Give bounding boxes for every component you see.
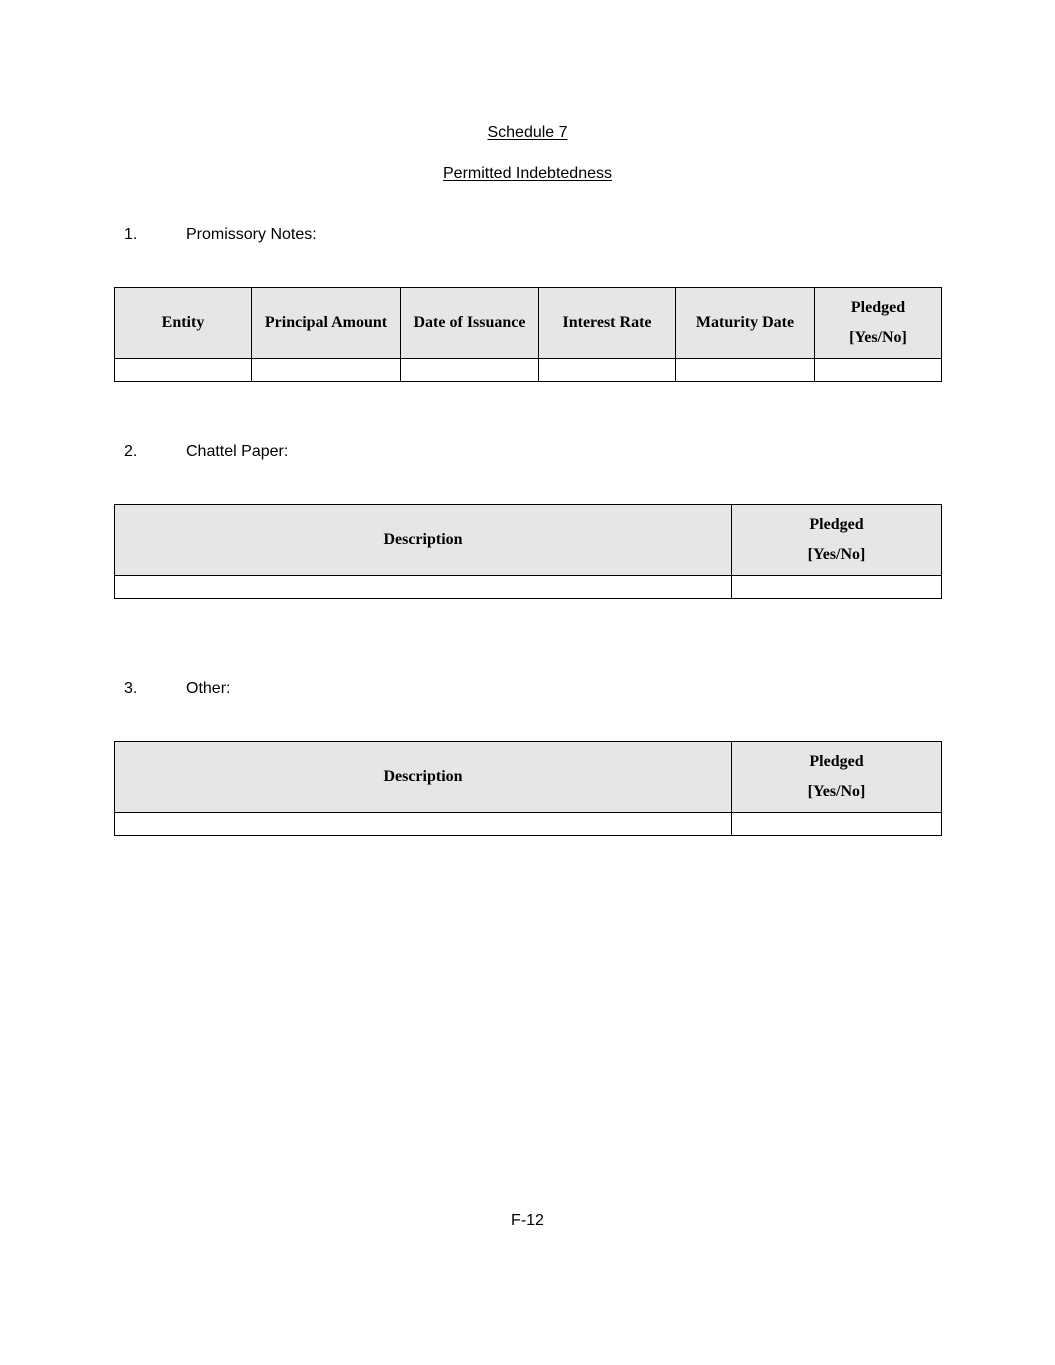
cell-principal-amount[interactable] — [252, 359, 401, 382]
section-heading-chattel-paper — [124, 443, 288, 461]
header-entity: Entity — [115, 288, 252, 359]
cell-entity[interactable] — [115, 359, 252, 382]
promissory-notes-table — [114, 287, 942, 382]
pledged-label: Pledged — [809, 516, 864, 533]
table-row — [115, 813, 942, 836]
section-number: 1. — [124, 226, 138, 243]
table-header-row — [115, 288, 942, 359]
section-number: 2. — [124, 443, 138, 460]
pledged-options: [Yes/No] — [849, 329, 907, 346]
pledged-label: Pledged — [850, 299, 906, 316]
header-maturity-date: Maturity Date — [676, 288, 815, 359]
page-number: F-12 — [511, 1212, 544, 1229]
section-number: 3. — [124, 680, 138, 697]
cell-description[interactable] — [115, 813, 732, 836]
header-principal-amount: Principal Amount — [252, 288, 401, 359]
header-pledged — [732, 742, 942, 813]
schedule-title: Schedule 7 — [487, 124, 568, 141]
cell-maturity-date[interactable] — [676, 359, 815, 382]
other-table — [114, 741, 942, 836]
cell-description[interactable] — [115, 576, 732, 599]
table-row — [115, 576, 942, 599]
header-description: Description — [115, 742, 732, 813]
header-pledged — [815, 288, 942, 359]
table-header-row — [115, 742, 942, 813]
section-heading-promissory-notes — [124, 226, 317, 244]
cell-date-of-issuance[interactable] — [401, 359, 539, 382]
cell-interest-rate[interactable] — [539, 359, 676, 382]
chattel-paper-table — [114, 504, 942, 599]
pledged-label: Pledged — [809, 753, 864, 770]
header-date-of-issuance: Date of Issuance — [401, 288, 539, 359]
pledged-options: [Yes/No] — [807, 783, 866, 800]
pledged-options: [Yes/No] — [807, 546, 866, 563]
cell-pledged[interactable] — [815, 359, 942, 382]
schedule-subtitle: Permitted Indebtedness — [443, 165, 612, 182]
header-description: Description — [115, 505, 732, 576]
section-heading-other — [124, 680, 230, 698]
header-pledged — [732, 505, 942, 576]
section-label: Chattel Paper: — [186, 443, 289, 460]
section-label: Other: — [186, 680, 231, 697]
table-header-row — [115, 505, 942, 576]
cell-pledged[interactable] — [732, 813, 942, 836]
cell-pledged[interactable] — [732, 576, 942, 599]
section-label: Promissory Notes: — [186, 226, 317, 243]
header-interest-rate: Interest Rate — [539, 288, 676, 359]
table-row — [115, 359, 942, 382]
